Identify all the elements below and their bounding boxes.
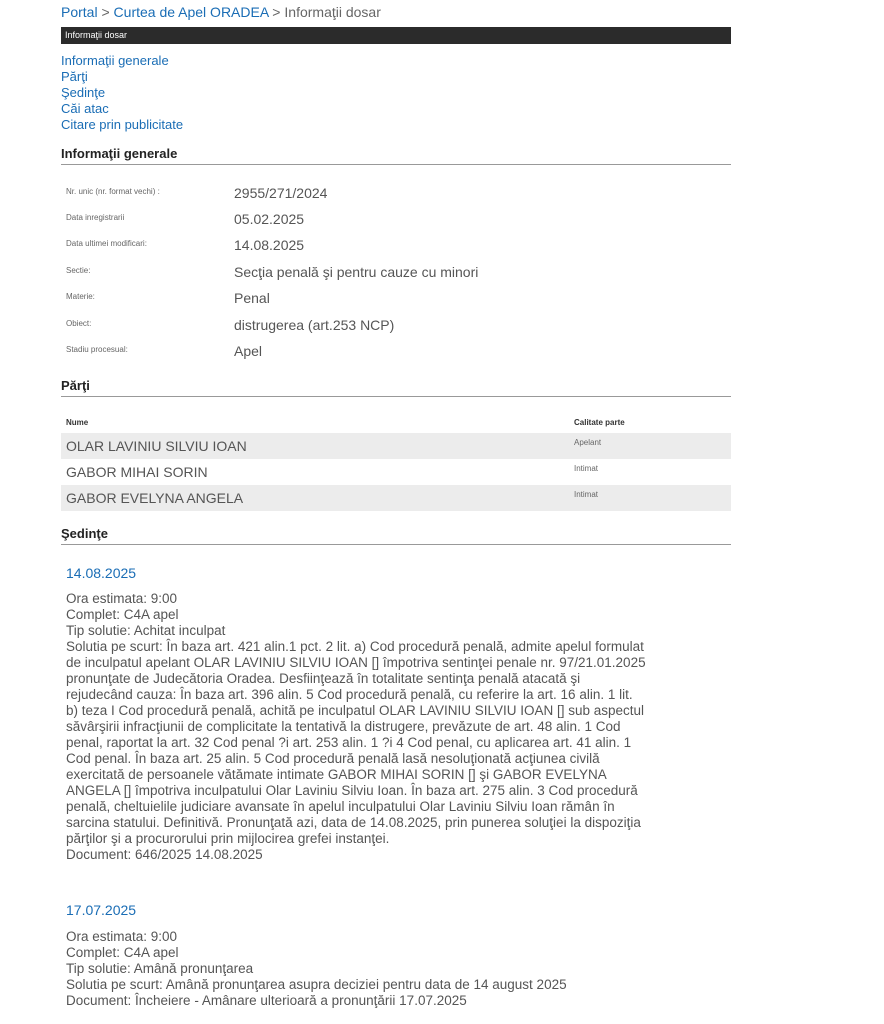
party-row: [61, 459, 731, 485]
parties-title: Părţi: [61, 378, 731, 397]
info-label: Data ultimei modificari:: [66, 239, 147, 248]
hearing-line: Ora estimata: 9:00: [66, 929, 178, 944]
hearing-line: Complet: C4A apel: [66, 945, 179, 960]
hearing-details: [66, 591, 731, 863]
hearing-line: rejudecând cauza: În baza art. 396 alin. 5 Cod procedură penală, cu referire la art. 16 alin. 1 lit.: [66, 687, 633, 702]
breadcrumb-separator: >: [268, 4, 285, 20]
nav-link-public-summons[interactable]: Citare prin publicitate: [61, 117, 184, 132]
parties-col-role: Calitate parte: [574, 418, 625, 427]
nav-link-appeals[interactable]: Căi atac: [61, 101, 109, 116]
header-bar-title: Informaţii dosar: [65, 30, 128, 40]
info-label: Nr. unic (nr. format vechi) :: [66, 187, 160, 196]
section-nav: [61, 53, 183, 133]
info-label: Stadiu procesual:: [66, 345, 128, 354]
nav-link-general-info[interactable]: Informaţii generale: [61, 53, 169, 68]
party-role: Intimat: [574, 464, 599, 473]
party-name: GABOR EVELYNA ANGELA: [66, 490, 244, 506]
nav-link-parties[interactable]: Părţi: [61, 69, 88, 84]
party-row: [61, 433, 731, 459]
hearing-line: pronunţate de Judecătoria Oradea. Desfiinţează în totalitate sentinţa penală atacată şi: [66, 671, 581, 686]
hearing-line: Tip solutie: Amână pronunţarea: [66, 961, 254, 976]
hearing-line: ANGELA [] împotriva inculpatului Olar Laviniu Silviu Ioan. În baza art. 275 alin. 3 Cod procedură: [66, 783, 638, 798]
breadcrumb-portal-link[interactable]: Portal: [61, 4, 98, 20]
party-name: GABOR MIHAI SORIN: [66, 464, 208, 480]
hearing-line: Tip solutie: Achitat inculpat: [66, 623, 226, 638]
info-value: Apel: [234, 343, 263, 359]
info-value: distrugerea (art.253 NCP): [234, 317, 395, 333]
party-role: Apelant: [574, 438, 602, 447]
parties-col-name: Nume: [66, 418, 89, 427]
info-value: 14.08.2025: [234, 237, 305, 253]
party-role: Intimat: [574, 490, 599, 499]
hearing-line: Cod penal. În baza art. 25 alin. 5 Cod procedură penală lasă nesoluţionată acţiunea civilă: [66, 751, 600, 766]
hearing-details: [66, 929, 731, 1009]
nav-link-hearings[interactable]: Şedinţe: [61, 85, 106, 100]
hearing-line: de inculpatul apelant OLAR LAVINIU SILVIU IOAN [] împotriva sentinţei penale nr. 97/21.01.2025: [66, 655, 646, 670]
hearing-line: săvârşirii infracţiunii de complicitate la tentativă la distrugere, prevăzute de art. 48 alin. 1 Cod: [66, 719, 621, 734]
hearings-title: Şedinţe: [61, 526, 731, 545]
hearing-line: părţilor şi a procurorului prin mijlocirea grefei instanţei.: [66, 831, 390, 846]
info-value: 2955/271/2024: [234, 185, 328, 201]
hearing-line: b) teza I Cod procedură penală, achită pe inculpatul OLAR LAVINIU SILVIU IOAN [] sub aspectul: [66, 703, 645, 718]
breadcrumb: [61, 4, 381, 20]
hearing-line: Complet: C4A apel: [66, 607, 179, 622]
info-label: Obiect:: [66, 319, 92, 328]
hearing-line: Solutia pe scurt: În baza art. 421 alin.1 pct. 2 lit. a) Cod procedură penală, admite apelul formulat: [66, 639, 644, 654]
breadcrumb-current: Informaţii dosar: [284, 4, 381, 20]
info-value: 05.02.2025: [234, 211, 305, 227]
info-label: Sectie:: [66, 266, 91, 275]
hearing-line: penal, raportat la art. 32 Cod penal ?i art. 253 alin. 1 ?i 4 Cod penal, cu aplicarea art. 41 alin. 1: [66, 735, 632, 750]
hearing-line: Ora estimata: 9:00: [66, 591, 178, 606]
info-value: Penal: [234, 290, 270, 306]
hearing-line: penală, cheltuielile judiciare avansate în apelul inculpatului Olar Laviniu Silviu Ioan rămân în: [66, 799, 615, 814]
info-value: Secţia penală şi pentru cauze cu minori: [234, 264, 479, 280]
breadcrumb-separator: >: [97, 4, 114, 20]
hearing-document[interactable]: Document: 646/2025 14.08.2025: [66, 847, 263, 862]
info-label: Materie:: [66, 292, 95, 301]
party-name: OLAR LAVINIU SILVIU IOAN: [66, 438, 247, 454]
header-bar: [61, 27, 731, 44]
party-row: [61, 485, 731, 511]
hearing-line: exercitată de persoanele vătămate intimate GABOR MIHAI SORIN [] şi GABOR EVELYNA: [66, 767, 607, 782]
hearing-date: 17.07.2025: [66, 902, 137, 918]
hearing-line: sarcina statului. Definitivă. Pronunţată azi, data de 14.08.2025, prin punerea soluţiei la dispoziţia: [66, 815, 641, 830]
hearing-line: Solutia pe scurt: Amână pronunţarea asupra deciziei pentru data de 14 august 2025: [66, 977, 567, 992]
breadcrumb-court-link[interactable]: Curtea de Apel ORADEA: [113, 4, 269, 20]
hearing-document[interactable]: Document: Încheiere - Amânare ulterioară a pronunţării 17.07.2025: [66, 993, 467, 1008]
hearing-date: 14.08.2025: [66, 565, 137, 581]
info-label: Data inregistrarii: [66, 213, 125, 222]
general-info-title: Informaţii generale: [61, 146, 731, 165]
